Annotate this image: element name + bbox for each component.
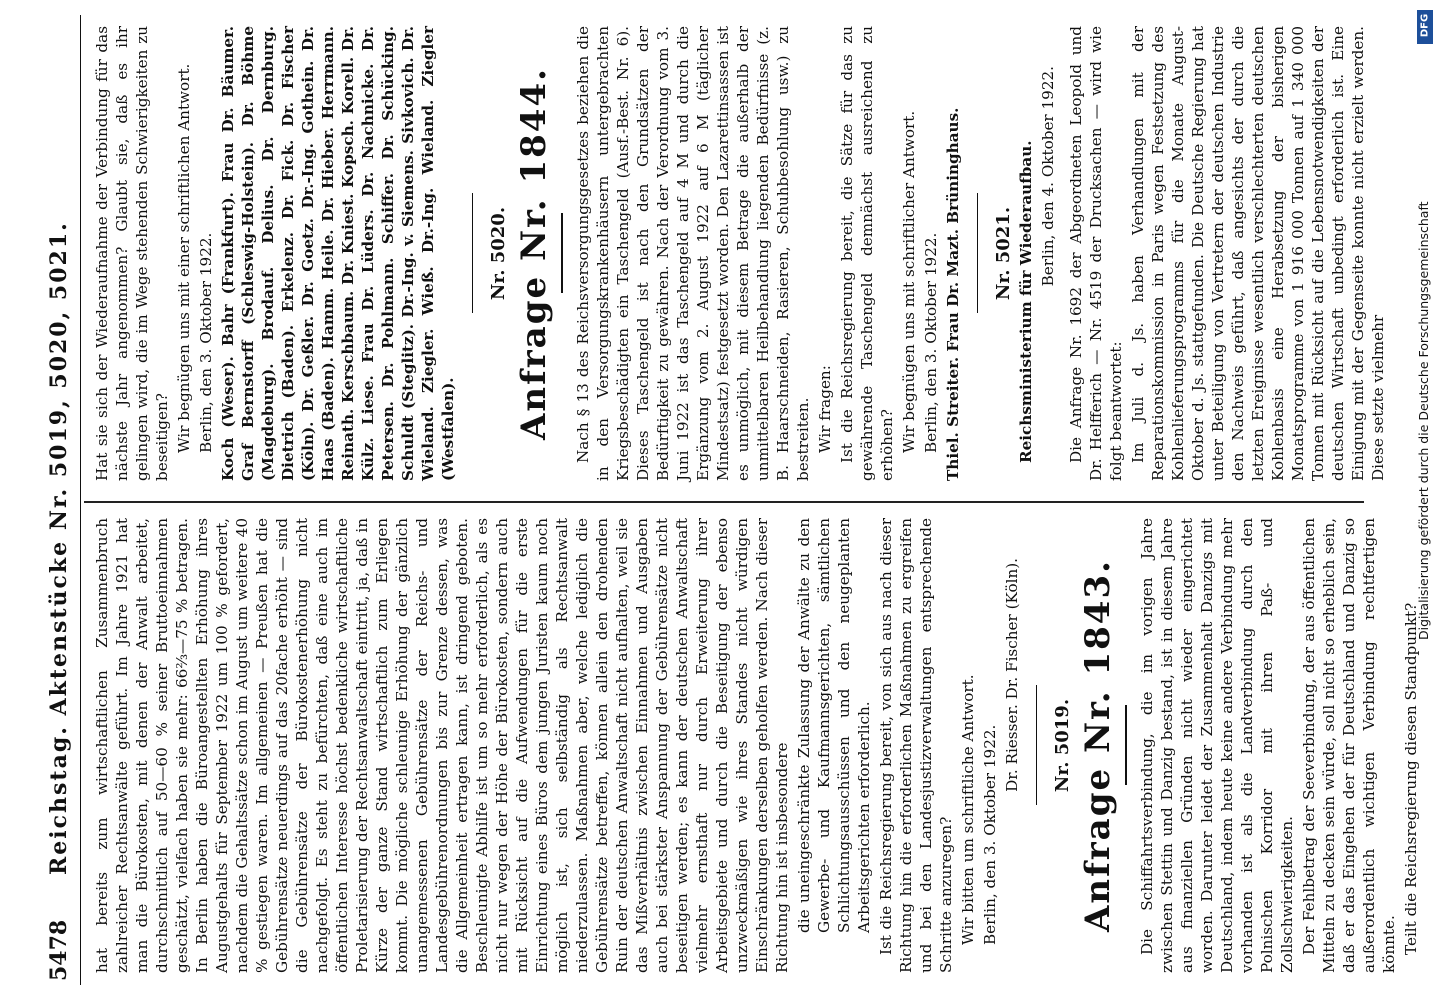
signature: Dr. Riesser. Dr. Fischer (Köln). — [1003, 558, 1021, 792]
paragraph: Hat sie sich der Wiederaufnahme der Verbindung für das nächste Jahr angenommen? Glaubt sie, daß es ihr gelingen wird, die im Wege stehenden Schwierigkeiten zu beseitigen? — [93, 26, 171, 481]
paragraph: Ist die Reichsregierung bereit, von sich aus nach dieser Richtung hin die erforderlichen Maßnahmen zu ergreifen und bei den Landesjustizverwaltungen entsprechende Schritte anzuregen? — [877, 518, 955, 973]
place-date: Berlin, den 3. Oktober 1922. — [197, 232, 215, 453]
heading-rule — [561, 214, 563, 294]
paragraph: Die Schiffahrtsverbindung, die im vorigen Jahre zwischen Stettin und Danzig bestand, ist in diesem Jahre aus finanziellen Gründen nicht wieder eingerichtet worden. Darunter leidet der Zusammenhalt Danzigs mit Deutschland, indem heute keine andere Verbindung mehr vorhanden ist als die Landverbindung durch den Polnischen Korridor mit ihren Paß- und Zollschwierigkeiten. — [1137, 518, 1296, 973]
section-heading: Anfrage Nr. 1843. — [1078, 559, 1118, 932]
paragraph: Teilt die Reichsregierung diesen Standpunkt? — [1401, 602, 1420, 955]
logo-text: DFG — [1419, 13, 1431, 38]
document-number: Nr. 5021. — [992, 206, 1014, 301]
document-number: Nr. 5019. — [1052, 698, 1073, 793]
right-column — [92, 26, 1390, 481]
ministry-heading: Reichsministerium für Wiederaufbau. — [1016, 140, 1035, 463]
page-number: 5478 — [46, 919, 72, 981]
heading-rule — [1125, 706, 1127, 786]
paragraph: hat bereits zum wirtschaftlichen Zusammenbruch zahlreicher Rechtsanwälte geführt. Im Jahre 1921 hat man die Bürokosten, mit denen der Anwalt arbeitet, durchschnittlich auf 50—60 % seiner Bruttoeinnahmen geschätzt, vielfach haben sie mehr: 66⅔—75 % betragen. In Berlin haben die Büroangestellten Erhöhung ihres Augustgehalts für September 1922 um 100 % gefordert, nachdem die Gehaltssätze schon im August um weitere 40 % gestiegen waren. Im allgemeinen — Preußen hat die Gebührensätze neuerdings auf das 20fache erhöht — sind die Gebührensätze der Bürokostenerhöhung nicht nachgefolgt. Es steht zu befürchten, daß eine auch im öffentlichen Interesse höchst bedenkliche wirtschaftliche Proletarisierung der Rechtsanwaltschaft eintritt, ja, daß in Kürze der ganze Stand wirtschaftlich zum Erliegen kommt. Die mögliche schleunige Erhöhung der gänzlich unangemessenen Gebührensätze der Reichs- und Landesgebührenordnungen bis zur Grenze dessen, was die Allgemeinheit ertragen kann, ist dringend geboten. Beschleunigte Abhilfe ist um so mehr erforderlich, als es nicht nur wegen der Höhe der Bürokosten, sondern auch mit Rücksicht auf die Aufwendungen für die erste Einrichtung eines Büros dem jungen Juristen kaum noch möglich ist, sich selbständig als Rechtsanwalt niederzulassen. Maßnahmen aber, welche lediglich die Gebührensätze betreffen, können allein den drohenden Ruin der deutschen Anwaltschaft nicht aufhalten, weil sie das Mißverhältnis zwischen Einnahmen und Ausgaben auch bei stärkster Anspannung der Gebührensätze nicht beseitigen werden; es kann der deutschen Anwaltschaft vielmehr ernsthaft nur durch Erweiterung ihrer Arbeitsgebiete und durch die Beseitigung der ebenso unzweckmäßigen wie ihres Standes nicht würdigen Einschränkungen derselben geholfen werden. Nach dieser Richtung hin ist insbesondere — [93, 518, 791, 973]
place-date: Berlin, den 3. Oktober 1922. — [921, 232, 940, 453]
page-title: Reichstag. Aktenstücke Nr. 5019, 5020, 5021. — [46, 221, 72, 875]
signature: Thiel. Streiter. Frau Dr. Mazt. Brüninghaus. — [943, 107, 962, 481]
page-header — [40, 15, 81, 985]
paragraph: Der Fehlbetrag der Seeverbindung, der aus öffentlichen Mitteln zu decken sein würde, soll nicht so erheblich sein, daß er das Eingehen der für Deutschland und Danzig so außerordentlich wichtigen Verbindung rechtfertigen könnte. — [1299, 518, 1398, 973]
paragraph: Die Anfrage Nr. 1692 der Abgeordneten Leopold und Dr. Helfferich — Nr. 4519 der Drucksachen — wird wie folgt beantwortet: — [1066, 26, 1125, 481]
place-date: Berlin, den 4. Oktober 1922. — [1038, 66, 1057, 287]
paragraph: Wir begnügen uns mit schriftlicher Antwort. — [899, 110, 918, 453]
section-heading: Anfrage Nr. 1844. — [514, 67, 554, 440]
paragraph: Im Juli d. Js. haben Verhandlungen mit der Reparationskommission in Paris wegen Festsetzung des Kohlenlieferungsprogramms für die Monate August-Oktober d. Js. stattgefunden. Die Deutsche Regierung hat unter Beteiligung von Vertretern der deutschen Industrie den Nachweis geführt, daß angesichts der durch die letzten Ereignisse wesentlich verschlechterten deutschen Kohlenbasis eine Herabsetzung der bisherigen Monatsprogramme von 1 916 000 Tonnen auf 1 340 000 Tonnen mit Rücksicht auf die Lebensnotwendigkeiten der deutschen Wirtschaft unbedingt erforderlich ist. Eine Einigung mit der Gegenseite konnte nicht erzielt werden. Diese setzte vielmehr — [1128, 26, 1387, 481]
section-separator — [472, 194, 473, 314]
signatory-list: Koch (Weser). Bahr (Frankfurt). Frau Dr. Bäumer. Graf Bernstorff (Schleswig-Holstein). Dr. Böhme (Magdeburg). Brodauf. Delius. Dr. Dernburg. Dietrich (Baden). Erkelenz. Dr. Fick. Dr. Fischer (Köln). Dr. Geßler. Dr. Goetz. Dr.-Ing. Gothein. Dr. Haas (Baden). Hamm. Heile. Dr. Hieber. Herrmann. Reinath. Kerschbaum. Dr. Kniest. Kopsch. Korell. Dr. Külz. Liese. Frau Dr. Lüders. Dr. Nachnicke. Dr. Petersen. Dr. Pohlmann. Schiffer. Dr. Schücking. Schuldt (Steglitz). Dr.-Ing. v. Siemens. Sivkovich. Dr. Wieland. Ziegler. Wieß. Dr.-Ing. Wieland. Ziegler (Westfalen). — [219, 26, 457, 481]
paragraph: Ist die Reichsregierung bereit, die Sätze für das zu gewährende Taschengeld demnächst ausreichend zu erhöhen? — [837, 26, 896, 481]
place-date: Berlin, den 3. Oktober 1922. — [981, 724, 999, 945]
paragraph: Wir bitten um schriftliche Antwort. — [959, 674, 977, 945]
paragraph: Nach § 13 des Reichsversorgungsgesetzes beziehen die in den Versorgungskrankenhäusern untergebrachten Kriegsbeschädigten ein Taschengeld (Ausf.-Best. Nr. 6). Dieses Taschengeld ist nach den Grundsätzen der Bedürftigkeit zu gewähren. Nach der Verordnung vom 3. Juni 1922 ist das Taschengeld auf 4 M und durch die Ergänzung vom 2. August 1922 auf 6 M (täglicher Mindestsatz) festgesetzt worden. Den Lazarettinsassen ist es unmöglich, mit diesem Betrage die außerhalb der unmittelbaren Heilbehandlung liegenden Bedürfnisse (z. B. Haarschneiden, Rasieren, Schuhbesohlung usw.) zu bestreiten. — [573, 26, 812, 481]
paragraph: Wir fragen: — [815, 365, 834, 453]
left-column — [92, 518, 1423, 973]
column-divider — [84, 502, 1364, 504]
document-page — [40, 15, 1420, 985]
section-separator — [1036, 686, 1037, 806]
paragraph: die uneingeschränkte Zulassung der Anwälte zu den Gewerbe- und Kaufmannsgerichten, sämtlichen Schlichtungsausschüssen und den neugeplanten Arbeitsgerichten erforderlich. — [795, 518, 873, 933]
paragraph: Wir begnügen uns mit einer schriftlichen Antwort. — [175, 63, 193, 453]
document-number: Nr. 5020. — [488, 206, 509, 301]
section-separator — [977, 194, 978, 314]
digitization-credit: Digitalisierung gefördert durch die Deutsche Forschungsgemeinschaft — [1416, 201, 1431, 640]
